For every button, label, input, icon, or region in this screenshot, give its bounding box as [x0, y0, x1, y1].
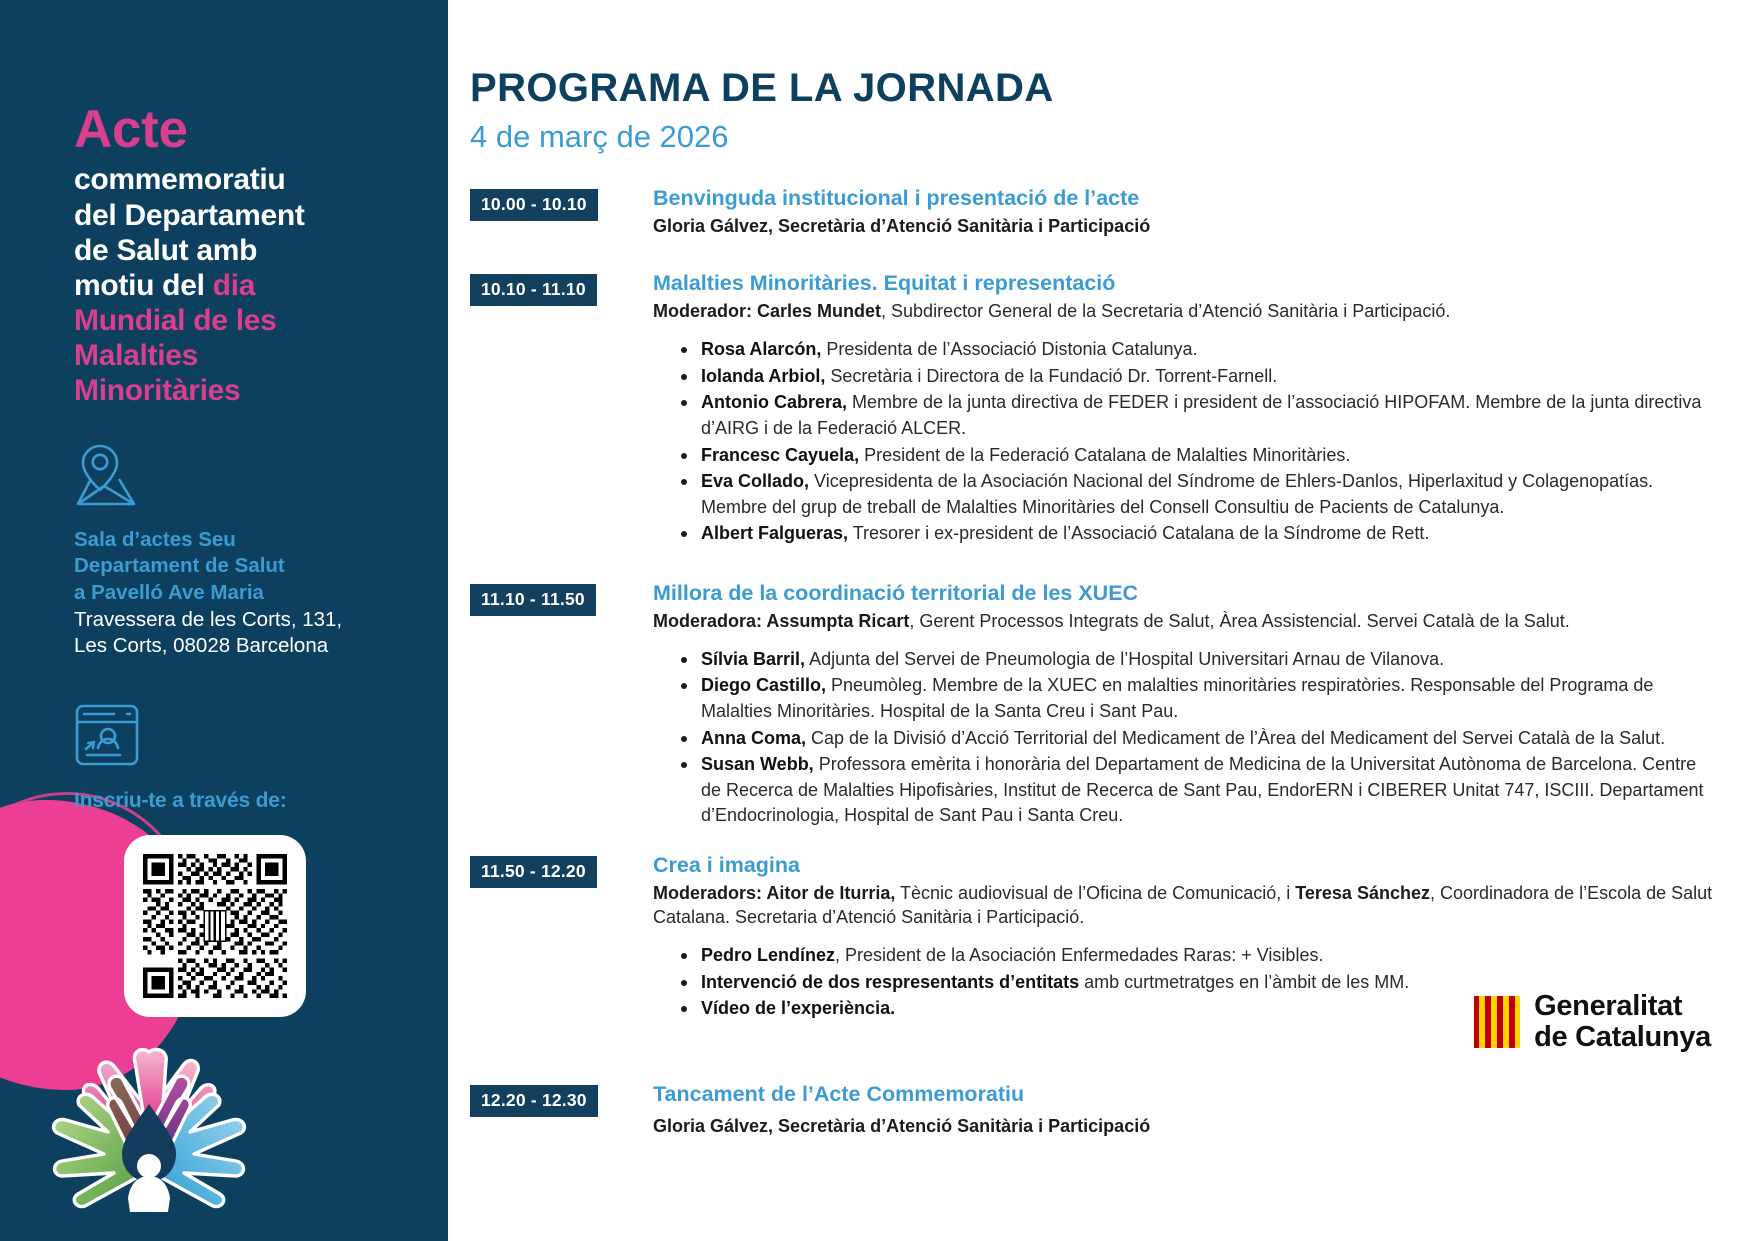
venue-line-1: Sala d’actes Seu [74, 528, 236, 552]
session-1 [460, 185, 1715, 238]
session-3-title: Millora de la coordinació territorial de les XUEC [653, 580, 1139, 605]
session-2-moderator-role: , Subdirector General de la Secretaria d’Atenció Sanitària i Participació. [881, 301, 1451, 322]
program-main [448, 0, 1755, 1241]
session-1-content [645, 185, 1715, 238]
title-line-5-pink: dia [212, 268, 256, 302]
session-4-time: 11.50 - 12.20 [470, 856, 597, 888]
generalitat-line-1: Generalitat [1534, 989, 1683, 1022]
session-4-moderator-1-role: Tècnic audiovisual de l’Oficina de Comunicació, i [895, 882, 1296, 903]
session-5-content [645, 1081, 1715, 1138]
session-2-moderator: Moderador: Carles Mundet [653, 301, 882, 322]
speaker-name: Albert Falgueras, [701, 523, 849, 544]
speaker-role: amb curtmetratges en l’àmbit de les MM. [1079, 971, 1410, 992]
event-date: 4 de març de 2026 [470, 119, 729, 154]
venue-line-2: Departament de Salut [74, 554, 285, 578]
speaker-role: Adjunta del Servei de Pneumologia de l’Hospital Universitari Arnau de Vilanova. [805, 648, 1445, 669]
speaker-role: Professora emèrita i honorària del Departament de Medicina de la Universitat Autònoma de Barcelona. Centre de Recerca de Malalties Hipofisàries, Institut de Recerca de Sant Pau, EndorERN i CIBERER Unitat 747, ISCIII. Departament d’Endocrinologia, Hospital de Sant Pau i Santa Creu. [701, 754, 1704, 826]
list-item [681, 726, 1715, 752]
session-2 [460, 270, 1715, 548]
session-3 [460, 580, 1715, 830]
session-1-title: Benvinguda institucional i presentació de l’acte [653, 186, 1140, 210]
speaker-role: Pneumòleg. Membre de la XUEC en malalties minoritàries respiratòries. Responsable del Programa de Malalties Minoritàries. Hospital de la Santa Creu i Sant Pau. [701, 675, 1654, 721]
qr-code[interactable] [124, 835, 306, 1017]
venue-address [74, 607, 404, 659]
speaker-name: Rosa Alarcón, [701, 339, 822, 360]
session-4-moderator-1: Moderadors: Aitor de Iturria, [653, 882, 896, 903]
speaker-name: Susan Webb, [701, 754, 814, 775]
browser-user-icon [74, 702, 404, 773]
session-5 [460, 1081, 1715, 1138]
speaker-role: Tresorer i ex-president de l’Associació Catalana de la Síndrome de Rett. [848, 523, 1430, 544]
speaker-role: Cap de la Divisió d’Acció Territorial del Medicament de l’Àrea del Medicament del Servei Català de la Salut. [806, 727, 1666, 748]
speaker-name: Antonio Cabrera, [701, 392, 848, 413]
speaker-name: Sílvia Barril, [701, 648, 806, 669]
session-3-subtitle [653, 609, 1715, 633]
speaker-name: Francesc Cayuela, [701, 444, 860, 465]
session-1-subtitle [653, 214, 1715, 238]
generalitat-text [1534, 991, 1711, 1053]
generalitat-shield-icon [1474, 996, 1520, 1048]
title-line-5-white: motiu del [74, 268, 213, 302]
session-5-time-col [460, 1081, 645, 1117]
session-3-moderator: Moderadora: Assumpta Ricart [653, 610, 910, 631]
speaker-role: President de la Federació Catalana de Malalties Minoritàries. [859, 444, 1351, 465]
session-5-subtitle [653, 1114, 1715, 1138]
register-label: Inscriu-te a través de: [74, 789, 287, 813]
sidebar [0, 0, 448, 1241]
list-item [681, 521, 1715, 547]
title-line-7: Malalties [74, 338, 199, 372]
list-item [681, 943, 1715, 969]
speaker-role: Vicepresidenta de la Asociación Nacional del Síndrome de Ehlers-Danlos, Hiperlaxitud y Colagenopatías. Membre del grup de treball de Malalties Minoritàries del Consell Consultiu de Pacients de Catalunya. [701, 471, 1654, 517]
list-item [681, 364, 1715, 390]
session-4-subtitle [653, 881, 1715, 930]
title-line-3: del Departament [74, 198, 305, 232]
speaker-name: Vídeo de l’experiència. [701, 998, 896, 1019]
generalitat-logo [1474, 991, 1711, 1053]
list-item [681, 647, 1715, 673]
session-2-time-col [460, 270, 645, 306]
venue-name [74, 527, 404, 606]
session-2-content [645, 270, 1715, 548]
speaker-name: Eva Collado, [701, 471, 810, 492]
speaker-name: Pedro Lendínez [701, 945, 836, 966]
session-1-time-col [460, 185, 645, 221]
list-item [681, 443, 1715, 469]
session-3-moderator-role: , Gerent Processos Integrats de Salut, Àrea Assistencial. Servei Català de la Salut. [909, 610, 1570, 631]
session-5-time: 12.20 - 12.30 [470, 1085, 598, 1117]
session-5-title: Tancament de l’Acte Commemoratiu [653, 1081, 1025, 1106]
venue-line-3: a Pavelló Ave Maria [74, 580, 264, 604]
session-3-content [645, 580, 1715, 830]
title-acte: Acte [74, 100, 188, 160]
list-item [681, 673, 1715, 724]
address-line-2: Les Corts, 08028 Barcelona [74, 633, 329, 657]
session-2-title: Malalties Minoritàries. Equitat i representació [653, 271, 1116, 296]
rare-disease-hands-logo [36, 1026, 256, 1226]
session-1-moderator: Gloria Gálvez, Secretària d’Atenció Sanitària i Participació [653, 215, 1151, 236]
session-3-speakers [653, 647, 1715, 829]
speaker-role: Presidenta de l’Associació Distonia Catalunya. [821, 339, 1198, 360]
event-title [74, 100, 404, 408]
session-4-time-col [460, 852, 645, 888]
session-3-time-col [460, 580, 645, 616]
session-2-time: 10.10 - 11.10 [470, 274, 597, 306]
list-item [681, 469, 1715, 520]
speaker-name: Diego Castillo, [701, 675, 827, 696]
session-3-time: 11.10 - 11.50 [470, 584, 596, 616]
title-line-8: Minoritàries [74, 374, 241, 407]
generalitat-line-2: de Catalunya [1534, 1020, 1711, 1053]
title-line-2: commemoratiu [74, 163, 286, 197]
map-pin-icon [74, 442, 404, 513]
session-4-moderator-2: Teresa Sánchez [1295, 882, 1430, 903]
speaker-role: Membre de la junta directiva de FEDER i president de l’associació HIPOFAM. Membre de la junta directiva d’AIRG i de la Federació ALCER. [701, 392, 1702, 438]
page-title: PROGRAMA DE LA JORNADA [470, 66, 1054, 110]
speaker-role: Secretària i Directora de la Fundació Dr. Torrent-Farnell. [825, 365, 1278, 386]
session-5-speaker: Gloria Gálvez, Secretària d’Atenció Sanitària i Participació [653, 1115, 1151, 1136]
speaker-name: Intervenció de dos respresentants d’entitats [701, 971, 1080, 992]
list-item [681, 337, 1715, 363]
list-item [681, 752, 1715, 829]
session-2-speakers [653, 337, 1715, 546]
session-1-time: 10.00 - 10.10 [470, 189, 598, 221]
title-line-6: Mundial de les [74, 303, 277, 337]
session-4-moderator-2-role: , Coordinadora de l’Escola de Salut Catalana. Secretaria d’Atenció Sanitària i Participació. [653, 882, 1713, 927]
address-line-1: Travessera de les Corts, 131, [74, 607, 343, 631]
qr-code-image [143, 854, 287, 998]
speaker-name: Anna Coma, [701, 727, 807, 748]
session-2-subtitle [653, 299, 1715, 323]
list-item [681, 390, 1715, 441]
speaker-name: Iolanda Arbiol, [701, 365, 826, 386]
title-line-4: de Salut amb [74, 233, 258, 267]
speaker-role: , President de la Asociación Enfermedades Raras: + Visibles. [835, 945, 1324, 966]
session-4-title: Crea i imagina [653, 852, 800, 877]
